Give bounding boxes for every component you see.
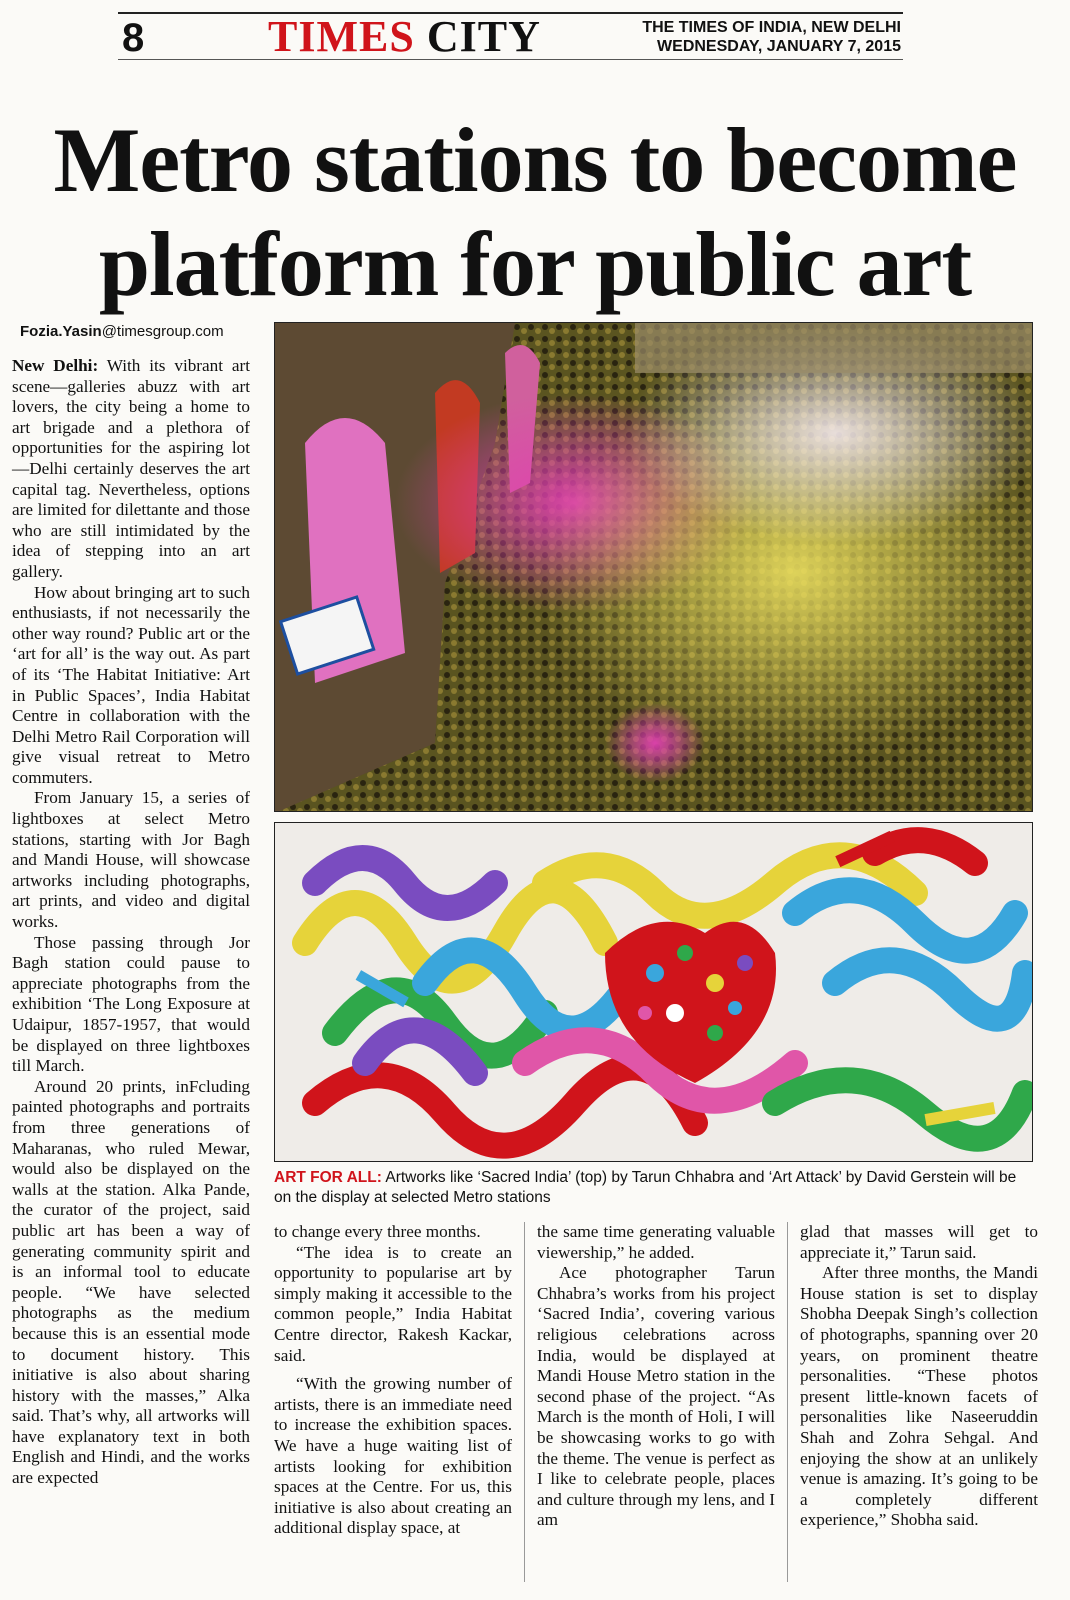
article-paragraph: After three months, the Mandi House station is set to display Shobha Deepak Singh’s collection of photographs, spanning over 20 years, on prominent theatre personalities. “These photos present little-known facets of personalities like Naseeruddin Shah and Zohra Sehgal. And enjoying the show at an unlikely venue is amazing. It’s going to be a completely different experience,” Shobha said. (800, 1263, 1038, 1530)
column-divider (787, 1222, 788, 1582)
section-title-times: TIMES (268, 12, 415, 61)
byline-name: Fozia.Yasin (20, 323, 102, 340)
article-paragraph: Ace photographer Tarun Chhabra’s works from his project ‘Sacred India’, covering various religious celebrations across India, would be displayed at Mandi House Metro station in the second phase of the project. “As March is the month of Holi, I will be showcasing works to go with the theme. The venue is perfect as I like to celebrate people, places and culture through my lens, and I am (537, 1263, 775, 1530)
dateline: New Delhi: (12, 356, 99, 375)
art-attack-artwork-photo (274, 822, 1033, 1162)
section-title-city: CITY (426, 12, 541, 61)
article-column-1 (12, 356, 250, 1489)
paper-name: THE TIMES OF INDIA, NEW DELHI (642, 19, 901, 36)
section-title (268, 14, 541, 60)
headline (0, 108, 1070, 316)
byline (20, 323, 224, 340)
headline-line-2: platform for public art (98, 213, 972, 315)
headline-line-1: Metro stations to become (53, 109, 1017, 211)
holi-photo-illustration (275, 323, 1033, 812)
masthead (118, 12, 903, 60)
article-column-4 (800, 1222, 1038, 1531)
paragraph-text: With its vibrant art scene—galleries abuzz with art lovers, the city being a home to art brigade and a plethora of opportunities for the aspiring lot—Delhi certainly deserves the art capital tag. Nevertheless, options are limited for dilettante and those who are still intimidated by the idea of stepping into an art gallery. (12, 356, 251, 581)
byline-domain: @timesgroup.com (101, 323, 224, 340)
paper-info (642, 18, 901, 56)
page-number: 8 (122, 16, 145, 60)
column-divider (524, 1222, 525, 1582)
paper-date: WEDNESDAY, JANUARY 7, 2015 (657, 38, 901, 55)
art-attack-illustration (275, 823, 1033, 1162)
article-paragraph: Those passing through Jor Bagh station could pause to appreciate photographs from the exhibition ‘The Long Exposure at Udaipur, 1857-1957, that would be displayed on three lightboxes till March. (12, 932, 250, 1076)
caption-label: ART FOR ALL: (274, 1169, 382, 1186)
article-paragraph: glad that masses will get to appreciate it,” Tarun said. (800, 1222, 1038, 1262)
article-paragraph (12, 356, 250, 583)
article-paragraph: From January 15, a series of lightboxes at select Metro stations, starting with Jor Bagh and Mandi House, will showcase artworks including photographs, art prints, and video and digital works. (12, 788, 250, 932)
article-column-3 (537, 1222, 775, 1531)
holi-celebration-photo (274, 322, 1033, 812)
article-paragraph: “The idea is to create an opportunity to popularise art by simply making it accessible to the common people,” India Habitat Centre director, Rakesh Kackar, said. (274, 1242, 512, 1365)
article-paragraph: the same time generating valuable viewership,” he added. (537, 1222, 775, 1262)
article-paragraph: Around 20 prints, inFcluding painted photographs and portraits from three generations of Maharanas, who ruled Mewar, would also be displayed on the walls at the station. Alka Pande, the curator of the project, said public art has been a way of generating community spirit and is an informal tool to educate people. “We have selected photographs as the medium because this is an essential mode to document history. This initiative is also about sharing history with the masses,” Alka said. That’s why, all artworks will have explanatory text in both English and Hindi, and the works are expected (12, 1076, 250, 1488)
caption-text: Artworks like ‘Sacred India’ (top) by Tarun Chhabra and ‘Art Attack’ by David Gerstein will be on the display at selected Metro stations (274, 1169, 1017, 1206)
article-paragraph: to change every three months. (274, 1222, 481, 1241)
photo-caption (274, 1168, 1033, 1208)
article-column-2 (274, 1222, 512, 1539)
article-paragraph: “With the growing number of artists, there is an immediate need to increase the exhibition spaces. We have a huge waiting list of artists looking for exhibition spaces at the Centre. For us, this initiative is also about creating an additional display space, at (274, 1374, 512, 1538)
article-paragraph: How about bringing art to such enthusiasts, if not necessarily the other way round? Public art or the ‘art for all’ is the way out. As part of its ‘The Habitat Initiative: Art in Public Spaces’, India Habitat Centre in collaboration with the Delhi Metro Rail Corporation will give visual retreat to Metro commuters. (12, 582, 250, 787)
